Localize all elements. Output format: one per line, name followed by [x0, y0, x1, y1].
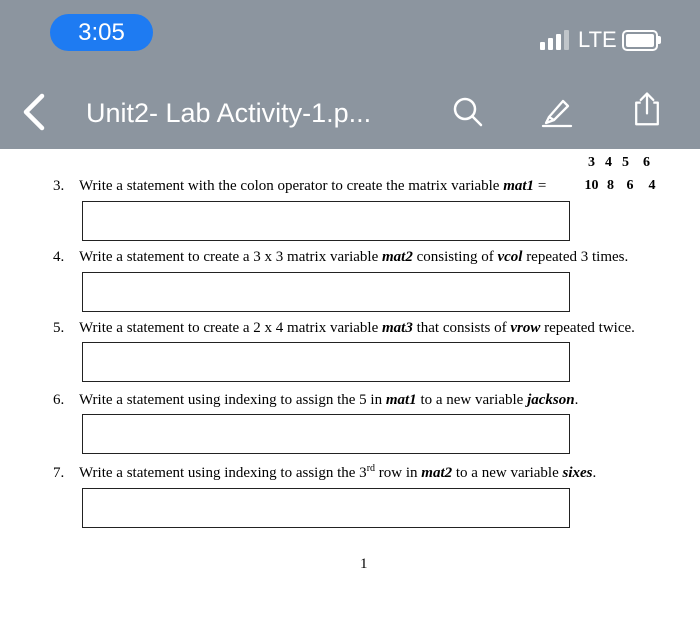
question-number: 3. — [53, 178, 65, 194]
question-text: Write a statement with the colon operator to create the matrix variable — [79, 178, 504, 194]
question-text: row in — [375, 465, 422, 481]
question-text: . — [574, 392, 579, 408]
question-3 — [53, 178, 546, 195]
page-number: 1 — [360, 556, 368, 572]
ordinal-suffix: rd — [366, 463, 376, 474]
question-number: 4. — [53, 249, 65, 265]
answer-box-3[interactable] — [82, 201, 570, 241]
question-text: that consists of — [412, 320, 511, 336]
question-text: to a new variable — [416, 392, 528, 408]
question-7 — [53, 463, 596, 482]
matrix-row — [583, 155, 659, 171]
variable-name: mat1 — [503, 178, 535, 194]
network-label: LTE — [578, 27, 617, 52]
question-text: Write a statement to create a 2 x 4 matrix variable — [79, 320, 383, 336]
search-icon[interactable] — [450, 95, 486, 131]
question-text: = — [534, 178, 547, 194]
question-text: Write a statement to create a 3 x 3 matrix variable — [79, 249, 383, 265]
question-6 — [53, 392, 578, 409]
question-text: . — [592, 465, 597, 481]
question-text: Write a statement using indexing to assign the 3 — [79, 465, 367, 481]
question-text: repeated twice. — [540, 320, 635, 336]
matrix-cell: 6 — [626, 178, 634, 193]
matrix-cell: 5 — [622, 155, 629, 170]
question-number: 6. — [53, 392, 65, 408]
signal-icon — [540, 29, 582, 51]
question-5 — [53, 320, 635, 337]
matrix-cell: 8 — [607, 178, 614, 193]
status-time[interactable]: 3:05 — [50, 14, 153, 51]
variable-name: vcol — [497, 249, 523, 265]
battery-nub — [658, 36, 661, 44]
matrix-cell: 6 — [643, 155, 650, 170]
matrix-cell: 4 — [605, 155, 612, 170]
question-text: Write a statement using indexing to assign the 5 in — [79, 392, 386, 408]
answer-box-5[interactable] — [82, 342, 570, 382]
variable-name: sixes — [562, 465, 593, 481]
variable-name: mat3 — [382, 320, 413, 336]
variable-name: mat2 — [421, 465, 453, 481]
matrix-cell: 4 — [648, 178, 656, 193]
battery-icon — [622, 30, 658, 51]
matrix-row — [581, 178, 663, 194]
question-number: 7. — [53, 465, 65, 481]
question-4 — [53, 249, 628, 266]
matrix-cell: 10 — [584, 178, 599, 193]
chevron-left-icon[interactable] — [18, 92, 54, 132]
variable-name: mat1 — [385, 392, 417, 408]
answer-box-4[interactable] — [82, 272, 570, 312]
highlighter-icon[interactable] — [539, 93, 575, 129]
question-text: consisting of — [412, 249, 498, 265]
question-number: 5. — [53, 320, 65, 336]
top-bar — [0, 0, 700, 149]
variable-name: jackson — [527, 392, 575, 408]
answer-box-6[interactable] — [82, 414, 570, 454]
variable-name: vrow — [510, 320, 541, 336]
matrix-cell: 3 — [588, 155, 595, 170]
document-title: Unit2- Lab Activity-1.p... — [86, 98, 372, 128]
answer-box-7[interactable] — [82, 488, 570, 528]
question-text: repeated 3 times. — [522, 249, 629, 265]
variable-name: mat2 — [382, 249, 413, 265]
share-icon[interactable] — [629, 90, 665, 126]
question-text: to a new variable — [452, 465, 563, 481]
